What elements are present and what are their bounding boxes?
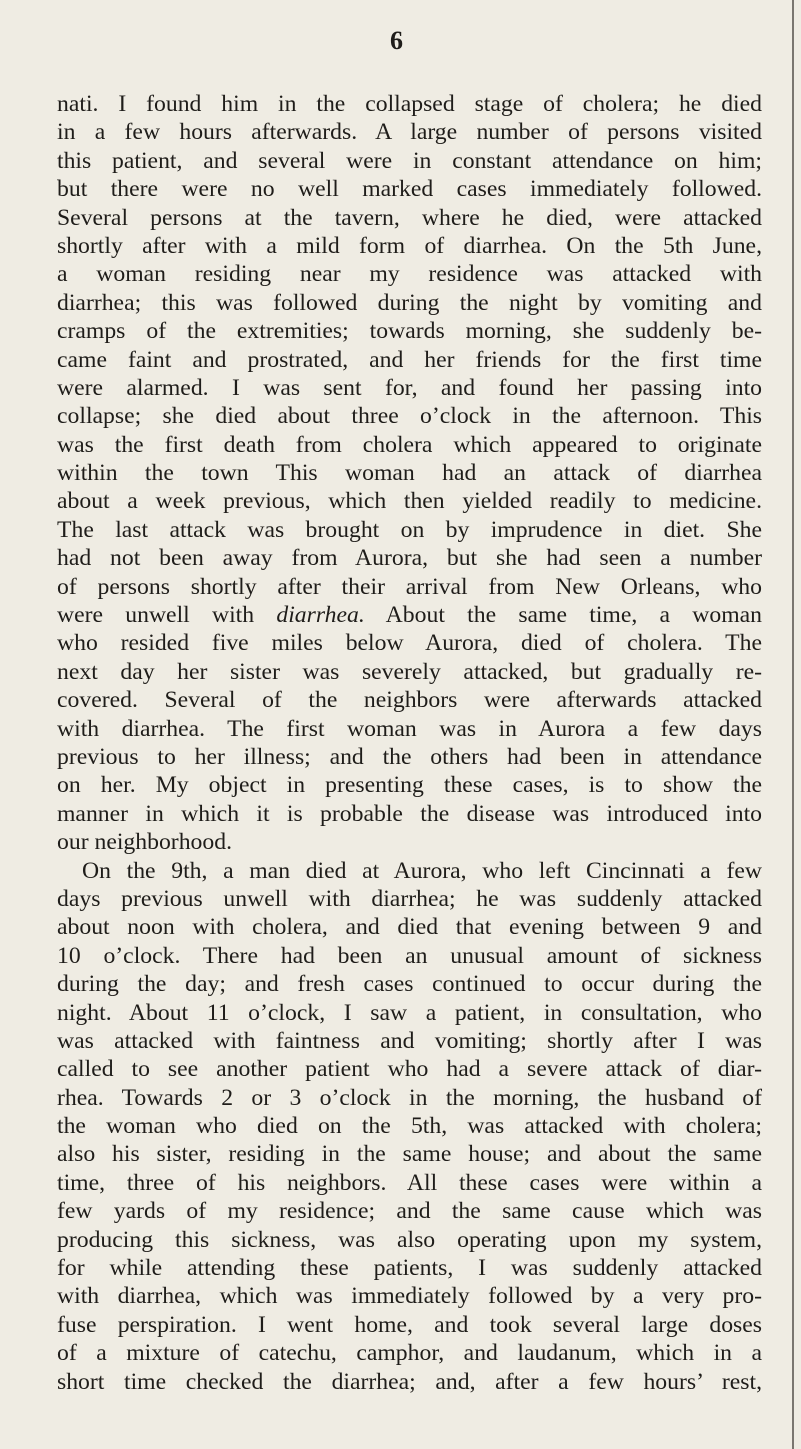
text-line: few yards of my residence; and the same cause which was: [57, 1198, 762, 1225]
text-line: but there were no well marked cases immediately followed.: [57, 176, 762, 203]
text-line: about noon with cholera, and died that evening between 9 and: [57, 914, 762, 941]
text-line: had not been away from Aurora, but she had seen a number: [57, 545, 762, 572]
text-line: manner in which it is probable the disease was introduced into: [57, 800, 762, 827]
paragraph-start-line: On the 9th, a man died at Aurora, who left Cincinnati a few: [82, 857, 762, 884]
text-line: short time checked the diarrhea; and, after a few hours’ rest,: [57, 1368, 762, 1395]
text-line: Several persons at the tavern, where he died, were attacked: [57, 204, 762, 231]
text-line: also his sister, residing in the same house; and about the same: [57, 1141, 762, 1168]
text-line: called to see another patient who had a severe attack of diar-: [57, 1056, 762, 1083]
text-line: who resided five miles below Aurora, died of cholera. The: [57, 630, 762, 657]
italic-word: diarrhea.: [276, 602, 365, 629]
text-line: night. About 11 o’clock, I saw a patient, in consultation, who: [57, 999, 762, 1026]
text-line: next day her sister was severely attacked, but gradually re-: [57, 658, 762, 685]
text-line: rhea. Towards 2 or 3 o’clock in the morning, the husband of: [57, 1084, 762, 1111]
text-line: collapse; she died about three o’clock in the afternoon. This: [57, 403, 762, 430]
text-line: a woman residing near my residence was attacked with: [57, 261, 762, 288]
text-line: time, three of his neighbors. All these cases were within a: [57, 1169, 762, 1196]
text-line: with diarrhea. The first woman was in Aurora a few days: [57, 715, 762, 742]
page-number: 6: [390, 26, 403, 55]
text-line: producing this sickness, was also operating upon my system,: [57, 1226, 762, 1253]
text-line: diarrhea; this was followed during the night by vomiting and: [57, 289, 762, 316]
text-line: days previous unwell with diarrhea; he was suddenly attacked: [57, 885, 762, 912]
text-line: of a mixture of catechu, camphor, and laudanum, which in a: [57, 1340, 762, 1367]
text-run: About the same time, a woman: [364, 602, 762, 629]
text-line: on her. My object in presenting these cases, is to show the: [57, 772, 762, 799]
text-line: within the town This woman had an attack of diarrhea: [57, 460, 762, 487]
text-line: was the first death from cholera which appeared to originate: [57, 431, 762, 458]
paragraph-end-line: our neighborhood.: [57, 829, 232, 856]
text-line: of persons shortly after their arrival from New Orleans, who: [57, 573, 762, 600]
text-line: cramps of the extremities; towards morning, she suddenly be-: [57, 318, 762, 345]
text-line: the woman who died on the 5th, was attacked with cholera;: [57, 1113, 762, 1140]
text-run: were unwell with: [57, 602, 277, 629]
text-line: came faint and prostrated, and her friends for the first time: [57, 346, 762, 373]
text-line: for while attending these patients, I was suddenly attacked: [57, 1255, 762, 1282]
text-line: covered. Several of the neighbors were afterwards attacked: [57, 687, 762, 714]
page-edge-line: [792, 0, 794, 1449]
text-line: with diarrhea, which was immediately followed by a very pro-: [57, 1283, 762, 1310]
text-line: this patient, and several were in constant attendance on him;: [57, 147, 762, 174]
text-line: 10 o’clock. There had been an unusual amount of sickness: [57, 942, 762, 969]
text-line: in a few hours afterwards. A large number of persons visited: [57, 119, 762, 146]
text-line: nati. I found him in the collapsed stage of cholera; he died: [57, 91, 762, 117]
text-line: during the day; and fresh cases continued to occur during the: [57, 971, 762, 998]
text-line: The last attack was brought on by imprudence in diet. She: [57, 516, 762, 543]
body-text: [57, 90, 762, 1396]
text-line: [57, 601, 762, 629]
text-line: fuse perspiration. I went home, and took several large doses: [57, 1311, 762, 1338]
text-line: were alarmed. I was sent for, and found her passing into: [57, 374, 762, 401]
text-line: previous to her illness; and the others had been in attendance: [57, 743, 762, 770]
text-line: shortly after with a mild form of diarrhea. On the 5th June,: [57, 232, 762, 259]
text-line: about a week previous, which then yielded readily to medicine.: [57, 488, 762, 515]
text-line: was attacked with faintness and vomiting; shortly after I was: [57, 1027, 762, 1054]
